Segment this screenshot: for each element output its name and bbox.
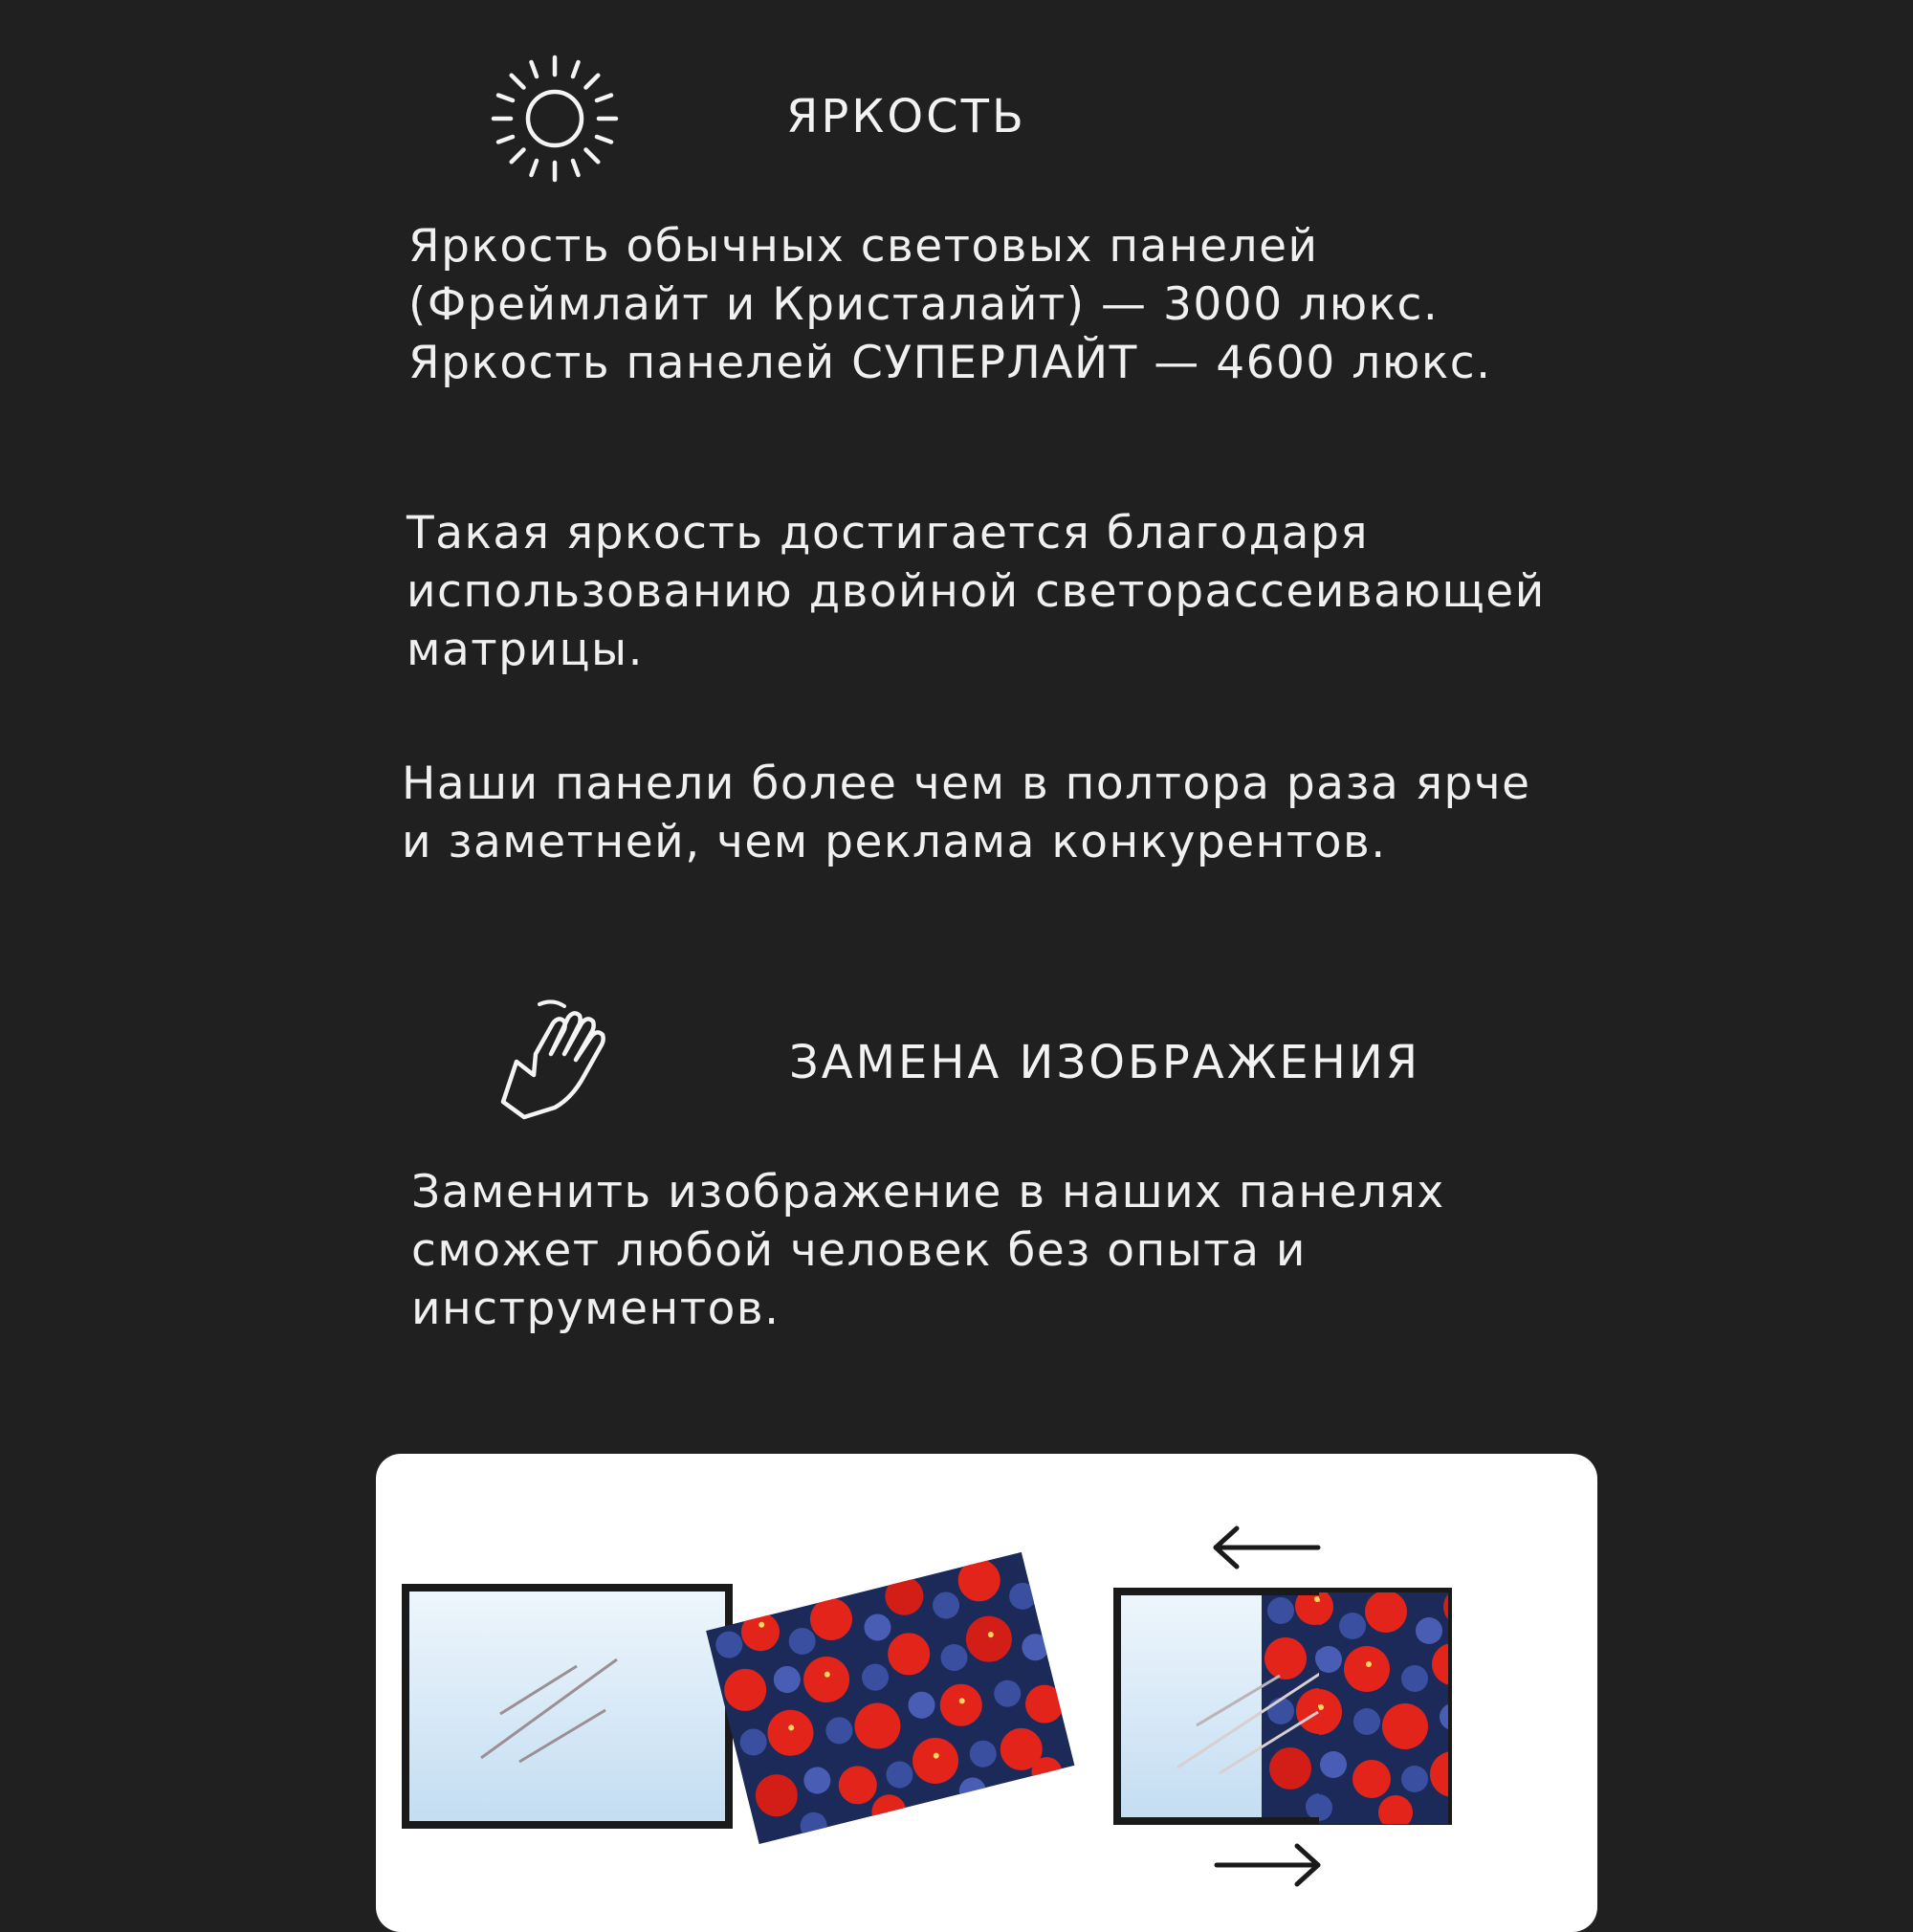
text-line: матрицы. bbox=[407, 624, 645, 676]
brightness-paragraph-1 bbox=[408, 217, 1492, 392]
image-replacement-illustration bbox=[376, 1454, 1597, 1932]
sun-icon bbox=[490, 54, 620, 184]
text-line: Такая яркость достигается благодаря bbox=[407, 507, 1370, 560]
replacement-title: ЗАМЕНА ИЗОБРАЖЕНИЯ bbox=[789, 1036, 1421, 1089]
brightness-title: ЯРКОСТЬ bbox=[786, 90, 1026, 143]
brightness-paragraph-3 bbox=[402, 755, 1531, 871]
berries-poster-image bbox=[705, 1547, 1084, 1861]
replacement-paragraph bbox=[411, 1163, 1445, 1338]
text-line: Наши панели более чем в полтора раза ярче bbox=[402, 757, 1531, 810]
text-line: (Фреймлайт и Кристалайт) — 3000 люкс. bbox=[408, 278, 1440, 331]
text-line: Яркость панелей СУПЕРЛАЙТ — 4600 люкс. bbox=[408, 337, 1492, 389]
arrow-right-icon bbox=[1217, 1846, 1318, 1884]
text-line: сможет любой человек без опыта и bbox=[411, 1224, 1307, 1277]
text-line: использованию двойной светорассеивающей bbox=[407, 565, 1546, 618]
text-line: инструментов. bbox=[411, 1283, 781, 1335]
light-panel-icon bbox=[406, 1588, 729, 1825]
brightness-paragraph-2 bbox=[407, 504, 1546, 679]
text-line: и заметней, чем реклама конкурентов. bbox=[402, 816, 1387, 868]
text-line: Заменить изображение в наших панелях bbox=[411, 1166, 1445, 1218]
arrow-left-icon bbox=[1216, 1528, 1318, 1567]
hand-icon bbox=[495, 995, 620, 1124]
text-line: Яркость обычных световых панелей bbox=[408, 220, 1319, 273]
